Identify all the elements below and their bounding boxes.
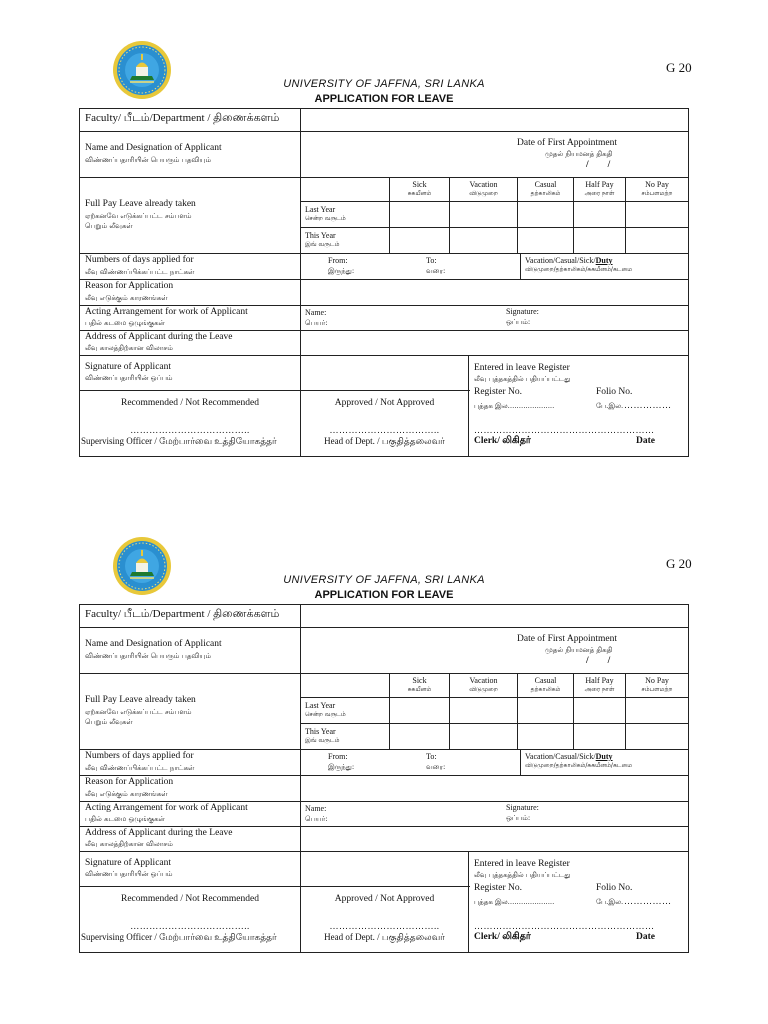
clerk-label: Clerk/ லிகிதர் [474, 932, 531, 942]
from-label-ta: இருந்து: [328, 267, 355, 275]
university-name: UNIVERSITY OF JAFFNA, SRI LANKA [283, 78, 485, 90]
folio-no-label-ta: பே.இல. [596, 402, 624, 410]
leave-type-no-pay: No Pay [645, 180, 669, 189]
leave-type-vacation: Vacation [469, 676, 498, 685]
this-year-label-ta: இவ் வருடம் [305, 241, 340, 248]
leave-application-table [79, 108, 689, 457]
last-year-label: Last Year [305, 701, 336, 710]
days-applied-label-ta: லீவு விண்ணப்பிக்கப்பட்ட நாட்கள் [85, 268, 195, 276]
address-label-ta: லீவு காலத்திற்கான விலாசம் [85, 840, 173, 848]
acting-name-label: Name: [305, 308, 327, 317]
first-appointment-label-ta: முதல் நியமனத் திகதி [545, 150, 613, 158]
this-year-label: This Year [305, 727, 336, 736]
from-label: From: [328, 752, 348, 761]
register-no-label: Register No. [474, 883, 523, 893]
first-appointment-label: Date of First Appointment [517, 138, 618, 148]
first-appointment-label-ta: முதல் நியமனத் திகதி [545, 646, 613, 654]
entered-register-label: Entered in leave Register [474, 859, 570, 869]
name-designation-field[interactable] [301, 132, 511, 177]
address-label: Address of Applicant during the Leave [85, 828, 233, 838]
leave-type-sick: Sick [412, 676, 427, 685]
register-no-field[interactable]: புத்தக இல..................... [474, 402, 555, 410]
reason-label: Reason for Application [85, 777, 174, 787]
leave-type-options-ta: விடுமுறை/தற்காலிகம்/சுகயீனம்/கடமை [525, 266, 633, 273]
leave-type-casual-ta: தற்காலிகம் [530, 686, 561, 693]
folio-no-label: Folio No. [596, 387, 633, 397]
university-crest-logo [112, 536, 172, 596]
date-label: Date [636, 932, 655, 942]
leave-type-no-pay-ta: சம்பளமற்ற [641, 686, 673, 693]
applicant-signature-label-ta: விண்ணப்பதாரியின் ஒப்பம் [85, 374, 173, 382]
acting-arrangement-label: Acting Arrangement for work of Applicant [85, 803, 248, 813]
head-signature-line[interactable]: …………………………….. [329, 425, 440, 435]
leave-type-no-pay-ta: சம்பளமற்ற [641, 190, 673, 197]
to-label-ta: வரை: [426, 267, 446, 275]
leave-form [0, 0, 768, 470]
recommendation-label: Recommended / Not Recommended [121, 398, 259, 408]
first-appointment-date-field[interactable]: / / [586, 160, 611, 170]
leave-type-sick-ta: சுகயீனம் [407, 686, 432, 693]
applicant-signature-label: Signature of Applicant [85, 362, 172, 372]
supervising-officer-label: Supervising Officer / மேற்பார்வை உத்தியோகத்தர் [81, 436, 277, 446]
university-name: UNIVERSITY OF JAFFNA, SRI LANKA [283, 574, 485, 586]
faculty-department-field[interactable] [301, 109, 688, 131]
entered-register-label-ta: லீவு புத்தகத்தில் பதியப்பட்டது [474, 871, 571, 879]
supervisor-signature-line[interactable]: ……………………………….. [130, 425, 250, 435]
to-label-ta: வரை: [426, 763, 446, 771]
entered-register-label: Entered in leave Register [474, 363, 570, 373]
approval-label: Approved / Not Approved [334, 398, 435, 408]
approval-label: Approved / Not Approved [334, 894, 435, 904]
form-code: G 20 [666, 556, 692, 571]
clerk-signature-line[interactable]: ………………………………………………… [474, 425, 655, 435]
full-pay-leave-label: Full Pay Leave already taken [85, 695, 196, 705]
to-label: To: [426, 752, 437, 761]
applicant-signature-label: Signature of Applicant [85, 858, 172, 868]
days-applied-label: Numbers of days applied for [85, 255, 194, 265]
reason-label-ta: லீவு எடுக்கும் காரணங்கள் [85, 294, 168, 302]
first-appointment-date-field[interactable]: / / [586, 656, 611, 666]
leave-type-options: Vacation/Casual/Sick/Duty [525, 752, 613, 761]
address-label: Address of Applicant during the Leave [85, 332, 233, 342]
name-designation-field[interactable] [301, 628, 511, 673]
address-label-ta: லீவு காலத்திற்கான விலாசம் [85, 344, 173, 352]
address-field[interactable] [301, 331, 688, 355]
leave-type-half-pay-ta: அரை நாள் [584, 190, 615, 197]
supervising-officer-label: Supervising Officer / மேற்பார்வை உத்தியோகத்தர் [81, 932, 277, 942]
applicant-signature-field[interactable] [301, 852, 468, 886]
leave-type-sick: Sick [412, 180, 427, 189]
acting-signature-label-ta: ஒப்பம்: [506, 814, 531, 822]
name-designation-label-ta: விண்ணப்பதாரியின் பெயரும் பதவியும் [85, 156, 212, 164]
from-label-ta: இருந்து: [328, 763, 355, 771]
leave-application-table [79, 604, 689, 953]
last-year-label-ta: சென்ற வருடம் [305, 711, 346, 718]
acting-signature-label-ta: ஒப்பம்: [506, 318, 531, 326]
full-pay-leave-label: Full Pay Leave already taken [85, 199, 196, 209]
clerk-signature-line[interactable]: ………………………………………………… [474, 921, 655, 931]
leave-type-casual-ta: தற்காலிகம் [530, 190, 561, 197]
register-no-label: Register No. [474, 387, 523, 397]
head-of-dept-label: Head of Dept. / பகுதித்தலைவர் [324, 436, 445, 446]
date-label: Date [636, 436, 655, 446]
entered-register-label-ta: லீவு புத்தகத்தில் பதியப்பட்டது [474, 375, 571, 383]
leave-type-sick-ta: சுகயீனம் [407, 190, 432, 197]
head-of-dept-label: Head of Dept. / பகுதித்தலைவர் [324, 932, 445, 942]
name-designation-label: Name and Designation of Applicant [85, 143, 222, 153]
form-title: APPLICATION FOR LEAVE [314, 93, 454, 105]
full-pay-leave-label-ta2: பெறும் லீவுகள் [85, 718, 133, 726]
leave-type-no-pay: No Pay [645, 676, 669, 685]
leave-type-half-pay-ta: அரை நாள் [584, 686, 615, 693]
folio-no-field[interactable]: …………… [624, 400, 672, 410]
acting-name-label-ta: பெயர்: [305, 815, 328, 823]
acting-signature-label: Signature: [506, 307, 539, 316]
leave-type-casual: Casual [534, 180, 557, 189]
this-year-label: This Year [305, 231, 336, 240]
clerk-label: Clerk/ லிகிதர் [474, 436, 531, 446]
applicant-signature-field[interactable] [301, 356, 468, 390]
applicant-signature-label-ta: விண்ணப்பதாரியின் ஒப்பம் [85, 870, 173, 878]
to-label: To: [426, 256, 437, 265]
recommendation-label: Recommended / Not Recommended [121, 894, 259, 904]
leave-type-options: Vacation/Casual/Sick/Duty [525, 256, 613, 265]
leave-form [0, 496, 768, 966]
university-crest-logo [112, 40, 172, 100]
faculty-department-label: Faculty/ பீடம்/Department / திணைக்களம் [85, 608, 280, 620]
full-pay-leave-label-ta2: பெறும் லீவுகள் [85, 222, 133, 230]
form-code: G 20 [666, 60, 692, 75]
leave-type-half-pay: Half Pay [585, 676, 614, 685]
leave-type-vacation: Vacation [469, 180, 498, 189]
acting-arrangement-label-ta: பதில் கடமை ஒழுங்குகள் [85, 319, 165, 327]
last-year-label: Last Year [305, 205, 336, 214]
name-designation-label-ta: விண்ணப்பதாரியின் பெயரும் பதவியும் [85, 652, 212, 660]
faculty-department-field[interactable] [301, 605, 688, 627]
reason-label: Reason for Application [85, 281, 174, 291]
reason-label-ta: லீவு எடுக்கும் காரணங்கள் [85, 790, 168, 798]
folio-no-field[interactable]: …………… [624, 896, 672, 906]
folio-no-label-ta: பே.இல. [596, 898, 624, 906]
acting-arrangement-label-ta: பதில் கடமை ஒழுங்குகள் [85, 815, 165, 823]
supervisor-signature-line[interactable]: ……………………………….. [130, 921, 250, 931]
full-pay-leave-label-ta1: ஏற்கனவே எடுக்கப்பட்ட சம்பளம் [85, 708, 192, 716]
full-pay-leave-label-ta1: ஏற்கனவே எடுக்கப்பட்ட சம்பளம் [85, 212, 192, 220]
first-appointment-label: Date of First Appointment [517, 634, 618, 644]
acting-arrangement-label: Acting Arrangement for work of Applicant [85, 307, 248, 317]
days-applied-label-ta: லீவு விண்ணப்பிக்கப்பட்ட நாட்கள் [85, 764, 195, 772]
form-title: APPLICATION FOR LEAVE [314, 589, 454, 601]
from-label: From: [328, 256, 348, 265]
faculty-department-label: Faculty/ பீடம்/Department / திணைக்களம் [85, 112, 280, 124]
reason-field[interactable] [301, 776, 688, 801]
acting-name-label-ta: பெயர்: [305, 319, 328, 327]
leave-type-vacation-ta: விடுமுறை [469, 190, 498, 197]
name-designation-label: Name and Designation of Applicant [85, 639, 222, 649]
address-field[interactable] [301, 827, 688, 851]
acting-name-label: Name: [305, 804, 327, 813]
folio-no-label: Folio No. [596, 883, 633, 893]
leave-type-casual: Casual [534, 676, 557, 685]
reason-field[interactable] [301, 280, 688, 305]
head-signature-line[interactable]: …………………………….. [329, 921, 440, 931]
leave-type-half-pay: Half Pay [585, 180, 614, 189]
last-year-label-ta: சென்ற வருடம் [305, 215, 346, 222]
leave-type-options-ta: விடுமுறை/தற்காலிகம்/சுகயீனம்/கடமை [525, 762, 633, 769]
register-no-field[interactable]: புத்தக இல..................... [474, 898, 555, 906]
acting-signature-label: Signature: [506, 803, 539, 812]
days-applied-label: Numbers of days applied for [85, 751, 194, 761]
this-year-label-ta: இவ் வருடம் [305, 737, 340, 744]
leave-type-vacation-ta: விடுமுறை [469, 686, 498, 693]
